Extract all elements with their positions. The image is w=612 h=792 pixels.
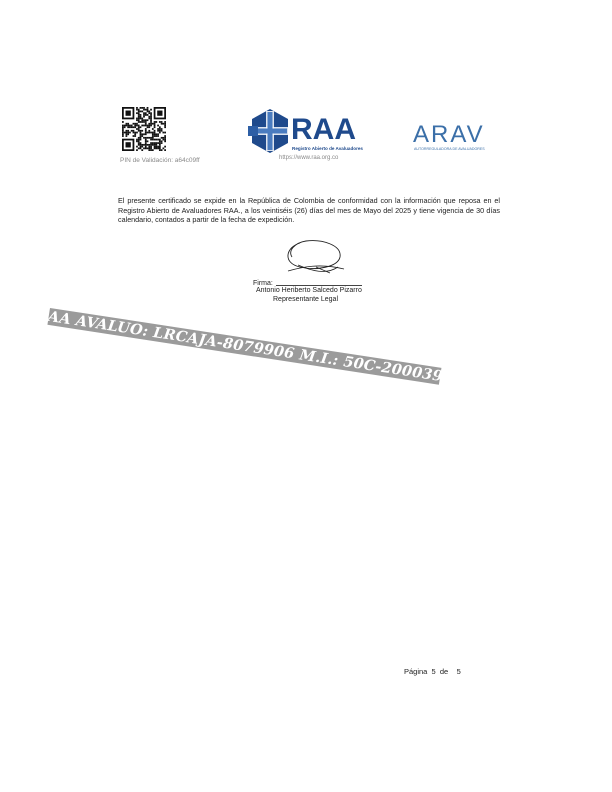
arav-subtitle: AUTORREGULADORA DE AVALUADORES bbox=[414, 147, 485, 151]
arav-logo bbox=[413, 122, 499, 152]
raa-url: https://www.raa.org.co bbox=[279, 155, 339, 161]
handwritten-signature-icon bbox=[278, 237, 350, 277]
watermark-text: RAA AVALUO: LRCAJA-8079906 M.I.: 50C-2000391 bbox=[34, 306, 455, 387]
pin-validation-label: PIN de Validación: a64c09ff bbox=[120, 157, 200, 164]
signature-line bbox=[276, 285, 362, 286]
of-label: de bbox=[439, 667, 449, 676]
total-pages: 5 bbox=[456, 667, 461, 676]
certificate-body-text: El presente certificado se expide en la República de Colombia de conformidad con la información que reposa en el Registro Abierto de Avaluadores RAA., a los veintiséis (26) días del mes de Mayo del 2025 y tiene vigencia de 30 días calendario, contados a partir de la fecha de expedición. bbox=[118, 196, 500, 225]
qr-code-icon bbox=[122, 107, 166, 151]
arav-wordmark: ARAV bbox=[413, 122, 485, 148]
signer-name: Antonio Heriberto Salcedo Pizarro bbox=[256, 287, 362, 294]
raa-logo bbox=[248, 107, 374, 155]
signer-role: Representante Legal bbox=[273, 296, 338, 303]
current-page: 5 bbox=[431, 667, 436, 676]
raa-subtitle: Registro Abierto de Avaluadores bbox=[292, 146, 363, 151]
page-number bbox=[404, 667, 461, 676]
raa-wordmark: RAA bbox=[291, 113, 356, 146]
raa-cross-logo-icon bbox=[248, 109, 288, 153]
valuation-watermark-stamp bbox=[34, 306, 455, 387]
page-label: Página bbox=[404, 667, 428, 676]
signature-label: Firma: bbox=[253, 280, 273, 287]
